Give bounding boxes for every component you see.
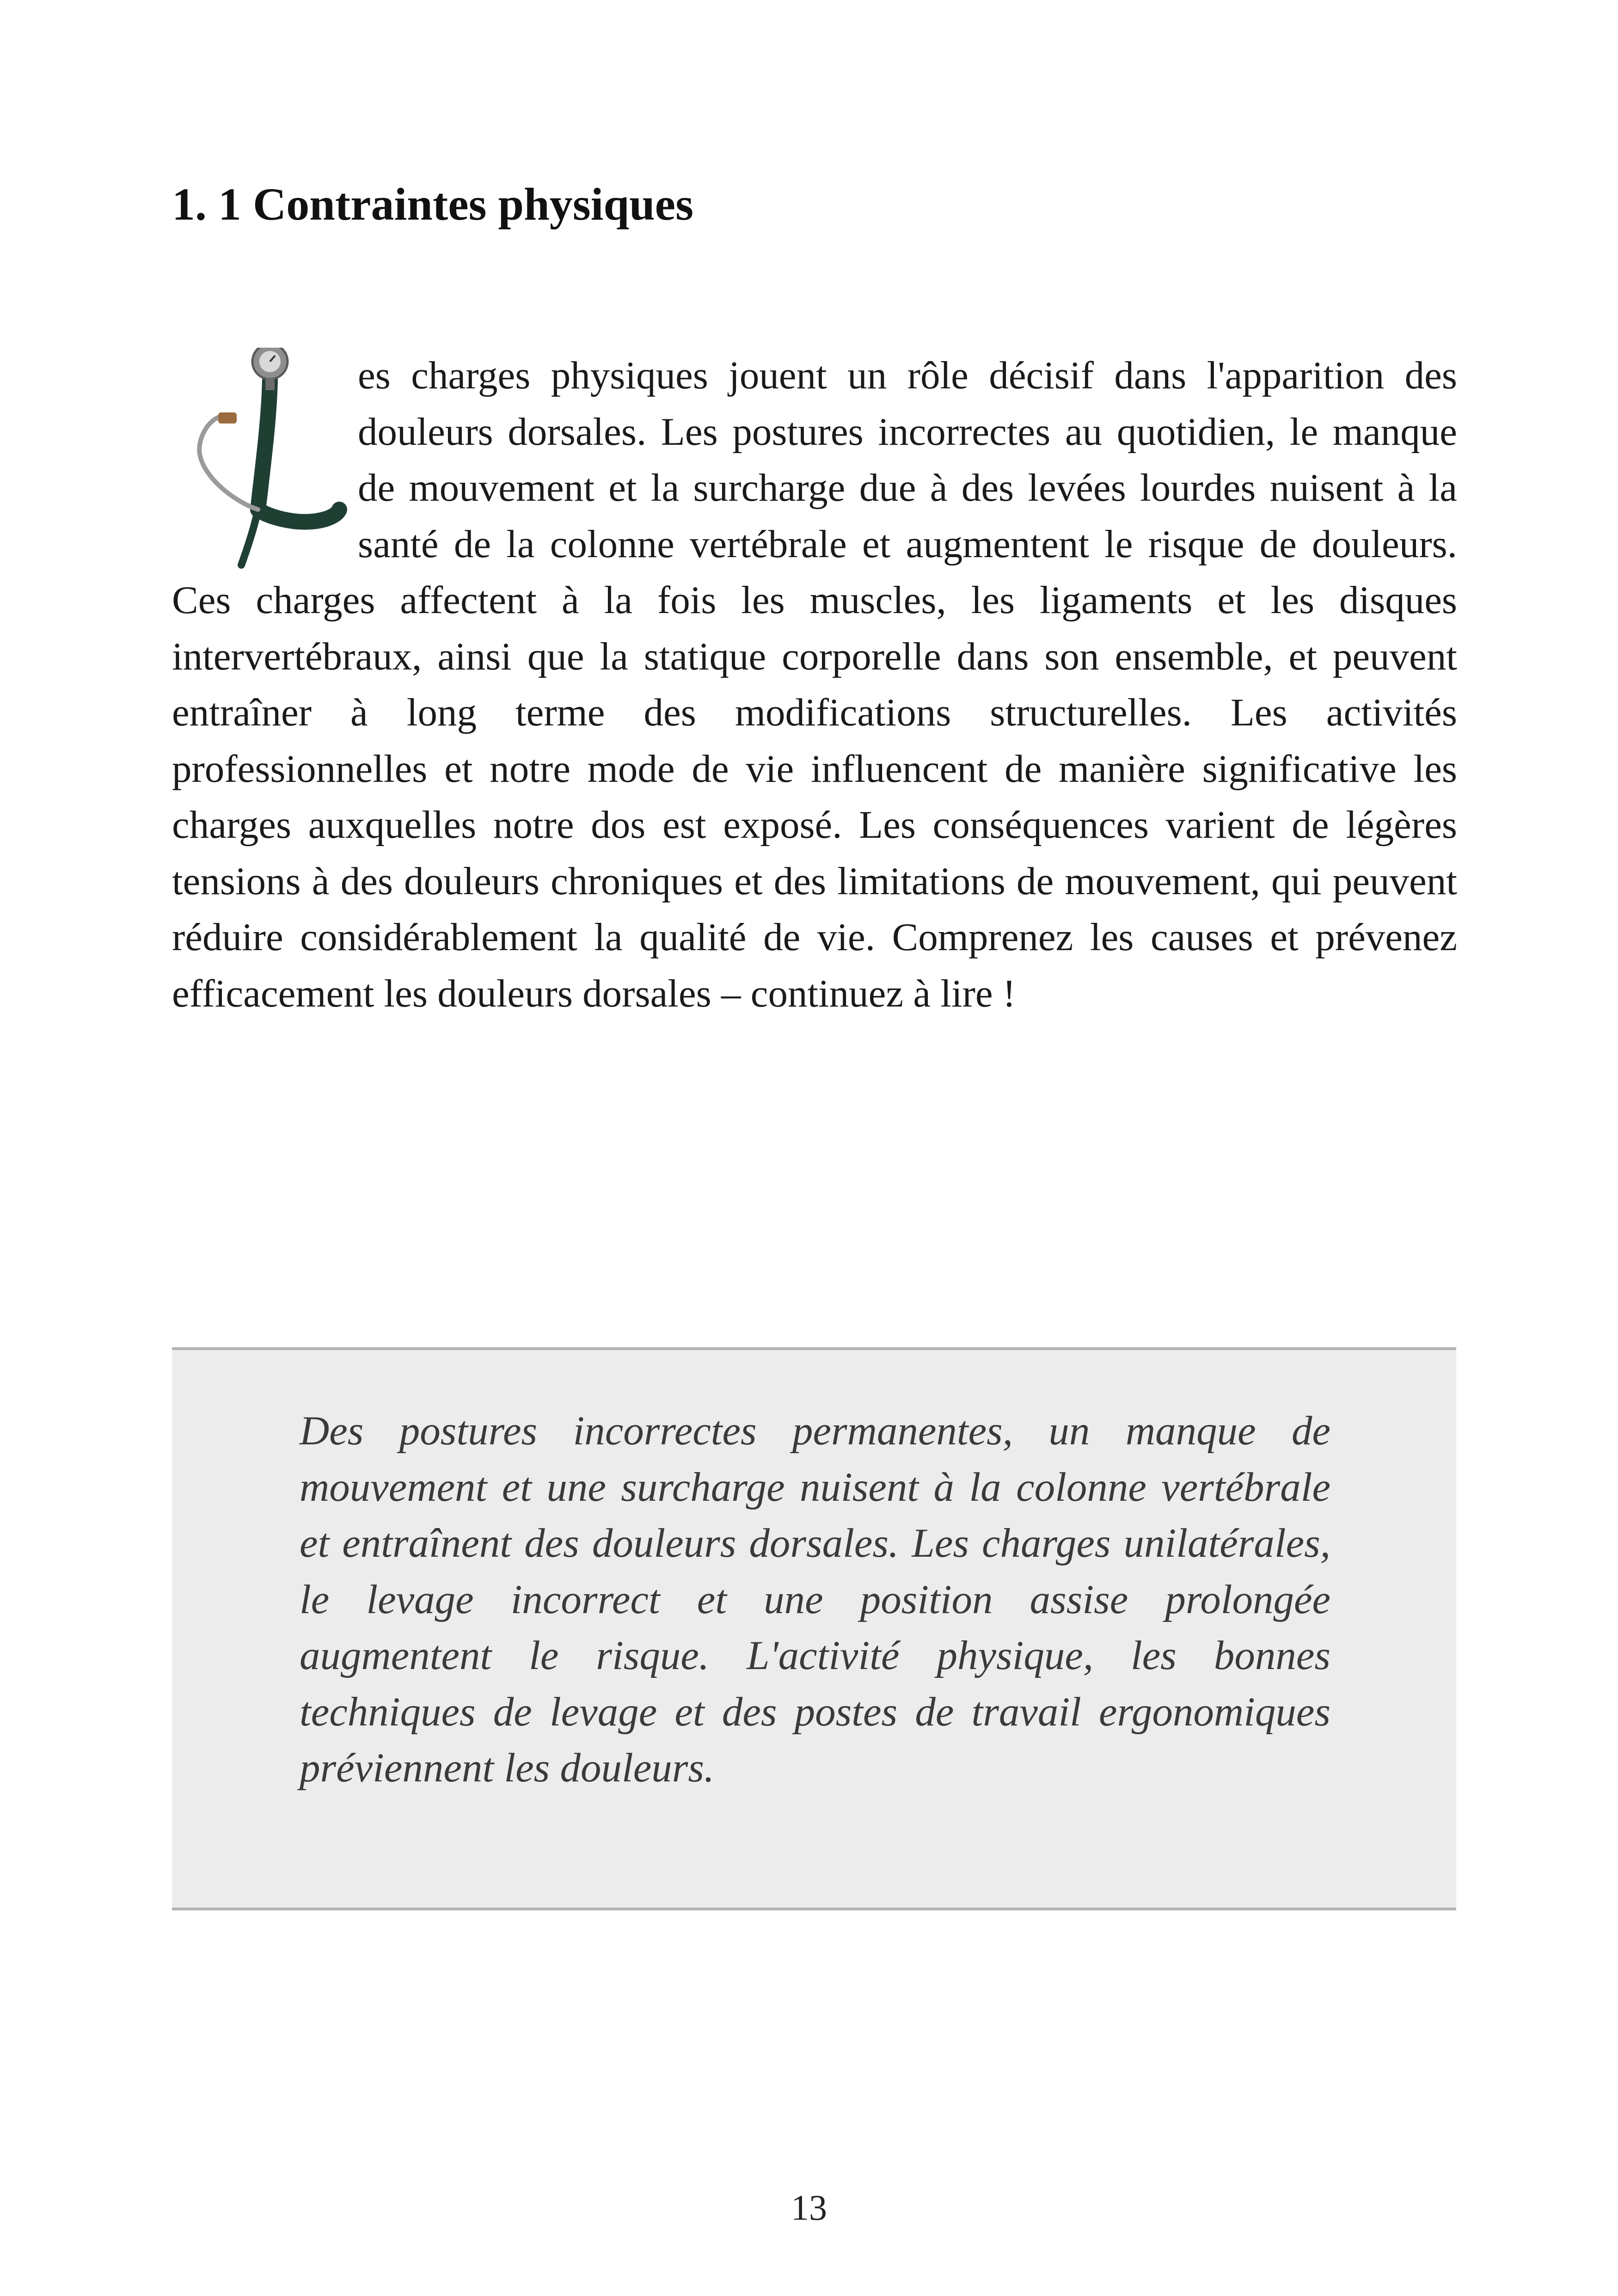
body-text: es charges physiques jouent un rôle décisif dans l'apparition des douleurs dorsales. Les postures incorrectes au quotidien, le manque de mouvement et la surcharge due à des levées lourdes nuisent à la santé de la colonne vertébrale et augmentent le risque de douleurs. Ces charges affectent à la fois les muscles, les ligaments et les disques intervertébraux, ainsi que la statique corporelle dans son ensemble, et peuvent entraîner à long terme des modifications structurelles. Les activités professionnelles et notre mode de vie influencent de manière significative les charges auxquelles notre dos est exposé. Les conséquences varient de légères tensions à des douleurs chroniques et des limitations de mouvement, qui peuvent réduire considérablement la qualité de vie. Comprenez les causes et prévenez efficacement les douleurs dorsales – continuez à lire ! [172,354,1457,1015]
dropcap-stethoscope-letter-l [172,348,349,570]
callout-text: Des postures incorrectes permanentes, un manque de mouvement et une surcharge nuisent à la colonne vertébrale et entraînent des douleurs dorsales. Les charges unilatérales, le levage incorrect et une position assise prolongée augmentent le risque. L'activité physique, les bonnes techniques de levage et des postes de travail ergonomiques préviennent les douleurs. [300,1408,1330,1791]
summary-callout-box [172,1347,1456,1910]
section-heading: 1. 1 Contraintes physiques [172,178,693,230]
page-number: 13 [791,2187,827,2228]
body-paragraph [172,348,1457,1022]
